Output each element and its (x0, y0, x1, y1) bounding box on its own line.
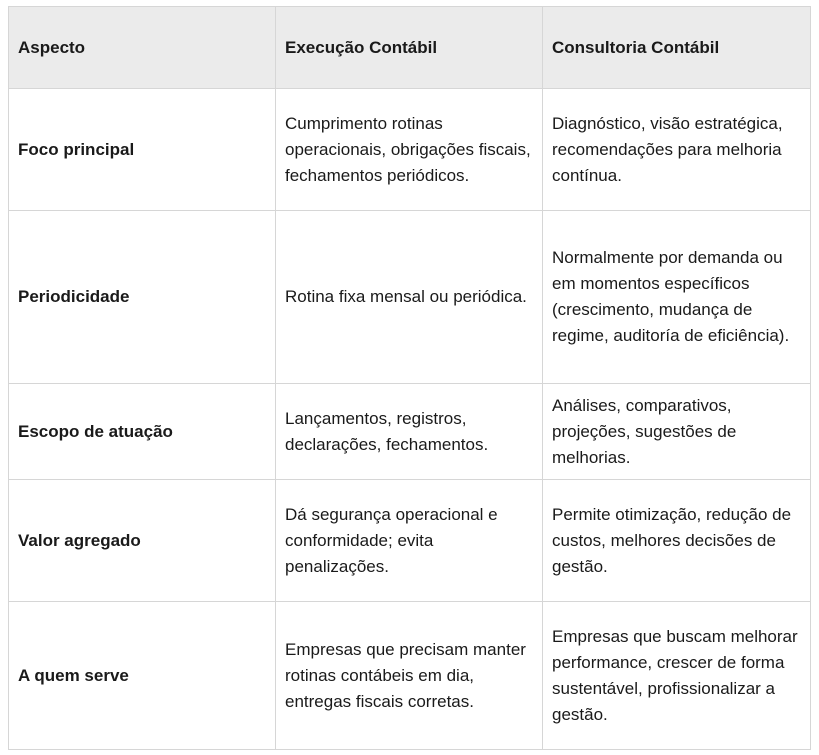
comparison-table (8, 6, 811, 750)
table-row-escopo-de-atuacao (9, 384, 811, 480)
row-label: Foco principal (9, 89, 276, 211)
row-label: Periodicidade (9, 211, 276, 384)
consultoria-cell: Análises, comparativos, projeções, sugestões de melhorias. (543, 384, 811, 480)
header-aspecto: Aspecto (9, 7, 276, 89)
execucao-cell: Empresas que precisam manter rotinas contábeis em dia, entregas fiscais corretas. (276, 602, 543, 750)
table-row-foco-principal (9, 89, 811, 211)
table-row-a-quem-serve (9, 602, 811, 750)
table-row-valor-agregado (9, 480, 811, 602)
table-header-row (9, 7, 811, 89)
execucao-cell: Dá segurança operacional e conformidade; evita penalizações. (276, 480, 543, 602)
consultoria-cell: Empresas que buscam melhorar performance, crescer de forma sustentável, profissionalizar a gestão. (543, 602, 811, 750)
row-label: A quem serve (9, 602, 276, 750)
execucao-cell: Cumprimento rotinas operacionais, obrigações fiscais, fechamentos periódicos. (276, 89, 543, 211)
execucao-cell: Rotina fixa mensal ou periódica. (276, 211, 543, 384)
row-label: Valor agregado (9, 480, 276, 602)
consultoria-cell: Normalmente por demanda ou em momentos específicos (crescimento, mudança de regime, auditoría de eficiência). (543, 211, 811, 384)
header-execucao-contabil: Execução Contábil (276, 7, 543, 89)
row-label: Escopo de atuação (9, 384, 276, 480)
table-row-periodicidade (9, 211, 811, 384)
execucao-cell: Lançamentos, registros, declarações, fechamentos. (276, 384, 543, 480)
consultoria-cell: Diagnóstico, visão estratégica, recomendações para melhoria contínua. (543, 89, 811, 211)
consultoria-cell: Permite otimização, redução de custos, melhores decisões de gestão. (543, 480, 811, 602)
header-consultoria-contabil: Consultoria Contábil (543, 7, 811, 89)
comparison-table-container (8, 6, 810, 750)
